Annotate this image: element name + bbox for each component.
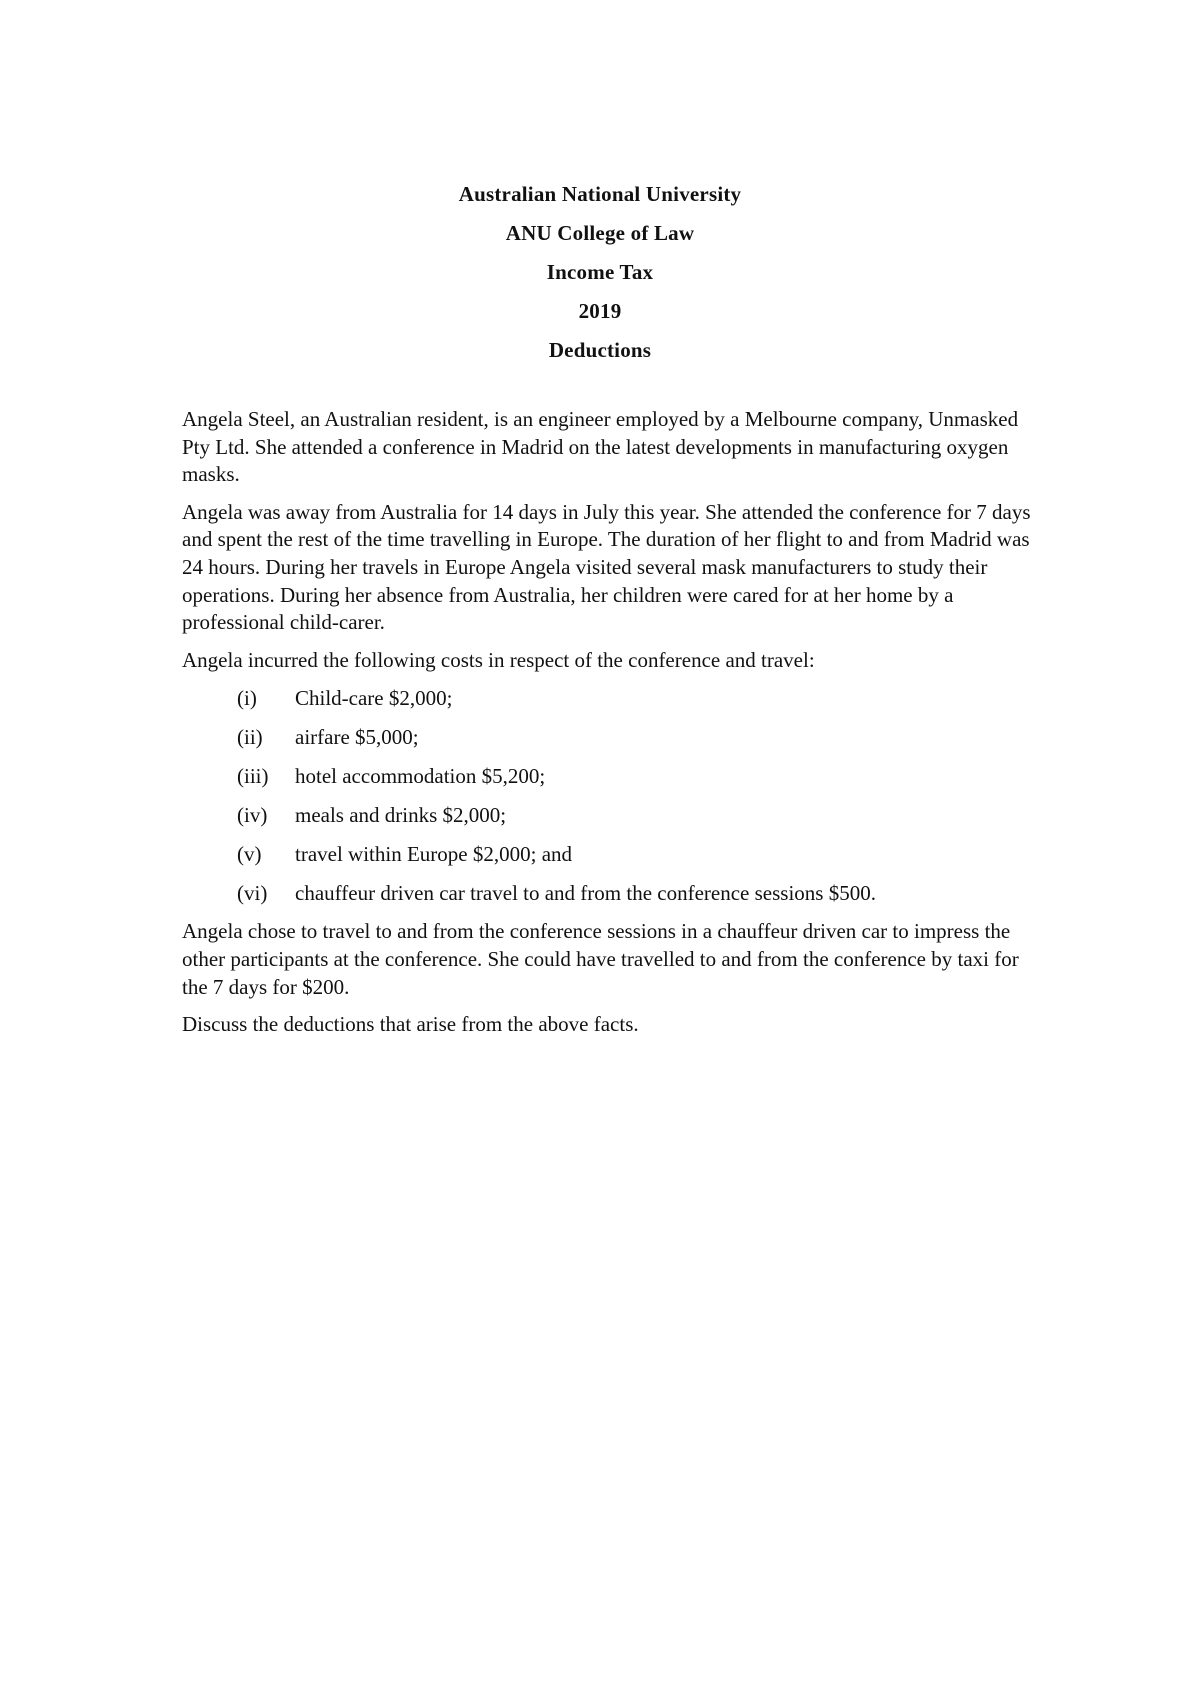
college-name: ANU College of Law [505, 221, 695, 245]
list-item-number: (v) [237, 842, 262, 867]
document-heading [0, 182, 1200, 377]
list-item [182, 840, 1042, 868]
question-paragraph: Discuss the deductions that arise from the above facts. [182, 1012, 639, 1037]
list-item-number: (iv) [237, 803, 268, 828]
costs-intro-paragraph: Angela incurred the following costs in respect of the conference and travel: [182, 647, 815, 672]
travel-paragraph: Angela was away from Australia for 14 days in July this year. She attended the conference for 7 days and spent the rest of the time travelling in Europe. The duration of her flight to and from Madrid was 24 hours. During her travels in Europe Angela visited several mask manufacturers to study their operations. During her absence from Australia, her children were cared for at her home by a professional child-carer. [182, 499, 1031, 635]
course-title: Income Tax [546, 260, 654, 284]
year: 2019 [578, 299, 622, 323]
document-body [182, 406, 1042, 1049]
list-item-number: (ii) [237, 725, 263, 750]
topic-title: Deductions [548, 338, 652, 362]
chauffeur-paragraph: Angela chose to travel to and from the conference sessions in a chauffeur driven car to impress the other participants at the conference. She could have travelled to and from the conference by taxi for the 7 days for $200. [182, 919, 1019, 999]
list-item-text: airfare $5,000; [295, 725, 419, 750]
list-item-text: meals and drinks $2,000; [295, 803, 507, 828]
list-item-text: hotel accommodation $5,200; [295, 764, 546, 789]
list-item-number: (vi) [237, 881, 268, 906]
intro-paragraph: Angela Steel, an Australian resident, is an engineer employed by a Melbourne company, Unmasked Pty Ltd. She attended a conference in Madrid on the latest developments in manufacturing oxygen masks. [182, 407, 1019, 487]
costs-list [182, 684, 1042, 907]
list-item-text: Child-care $2,000; [295, 686, 453, 711]
list-item [182, 879, 1042, 907]
university-name: Australian National University [458, 182, 742, 206]
list-item [182, 723, 1042, 751]
list-item [182, 762, 1042, 790]
list-item-text: chauffeur driven car travel to and from the conference sessions $500. [295, 881, 876, 906]
list-item [182, 684, 1042, 712]
list-item-text: travel within Europe $2,000; and [295, 842, 573, 867]
list-item-number: (i) [237, 686, 257, 711]
list-item-number: (iii) [237, 764, 269, 789]
list-item [182, 801, 1042, 829]
